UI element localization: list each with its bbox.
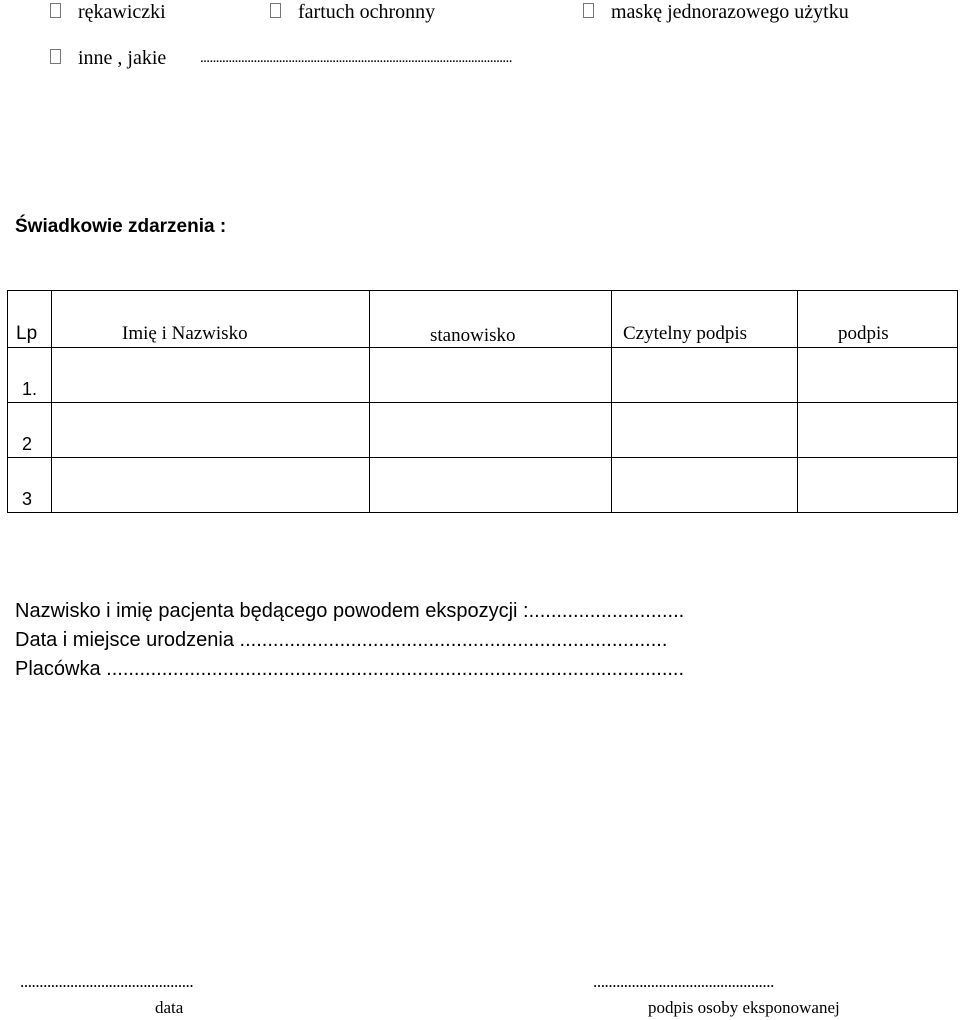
legible-signature-cell[interactable] bbox=[612, 348, 798, 403]
date-fill-line[interactable]: ............................................. bbox=[20, 972, 194, 991]
date-label: data bbox=[155, 998, 184, 1017]
position-cell[interactable] bbox=[370, 458, 612, 513]
person-signature-label: podpis osoby eksponowanej bbox=[648, 998, 840, 1017]
row-number: 3 bbox=[8, 458, 52, 513]
table-header-row bbox=[8, 291, 958, 348]
legible-signature-cell[interactable] bbox=[612, 403, 798, 458]
witnesses-heading: Świadkowie zdarzenia : bbox=[15, 216, 227, 237]
option-label: fartuch ochronny bbox=[298, 1, 436, 23]
other-fill-line[interactable]: ................................................................................................... bbox=[200, 50, 512, 66]
table-row bbox=[8, 458, 958, 513]
position-cell[interactable] bbox=[370, 403, 612, 458]
name-cell[interactable] bbox=[52, 403, 370, 458]
checkbox-apron[interactable] bbox=[270, 3, 281, 18]
row-number: 1. bbox=[8, 348, 52, 403]
name-cell[interactable] bbox=[52, 458, 370, 513]
column-header-signature: podpis bbox=[798, 291, 958, 348]
signature-cell[interactable] bbox=[798, 458, 958, 513]
checkbox-other[interactable] bbox=[50, 49, 61, 64]
column-header-position: stanowisko bbox=[370, 291, 612, 348]
checkbox-mask[interactable] bbox=[583, 3, 594, 18]
signature-cell[interactable] bbox=[798, 403, 958, 458]
witnesses-table bbox=[7, 290, 958, 513]
patient-name-line[interactable]: Nazwisko i imię pacjenta będącego powodem ekspozycji :............................ bbox=[15, 600, 685, 622]
person-signature-fill-line[interactable]: ............................................... bbox=[593, 972, 774, 991]
legible-signature-cell[interactable] bbox=[612, 458, 798, 513]
signature-cell[interactable] bbox=[798, 348, 958, 403]
option-label: inne , jakie bbox=[78, 47, 167, 69]
name-cell[interactable] bbox=[52, 348, 370, 403]
facility-line[interactable]: Placówka ........................................................................................................ bbox=[15, 658, 685, 680]
row-number: 2 bbox=[8, 403, 52, 458]
checkbox-gloves[interactable] bbox=[50, 3, 61, 18]
column-header-legible-signature: Czytelny podpis bbox=[612, 291, 798, 348]
column-header-lp: Lp bbox=[8, 291, 52, 348]
table-row bbox=[8, 403, 958, 458]
option-label: maskę jednorazowego użytku bbox=[611, 1, 849, 23]
position-cell[interactable] bbox=[370, 348, 612, 403]
table-row bbox=[8, 348, 958, 403]
option-label: rękawiczki bbox=[78, 1, 166, 23]
column-header-name: Imię i Nazwisko bbox=[52, 291, 370, 348]
patient-birth-line[interactable]: Data i miejsce urodzenia ............................................................................. bbox=[15, 629, 668, 651]
